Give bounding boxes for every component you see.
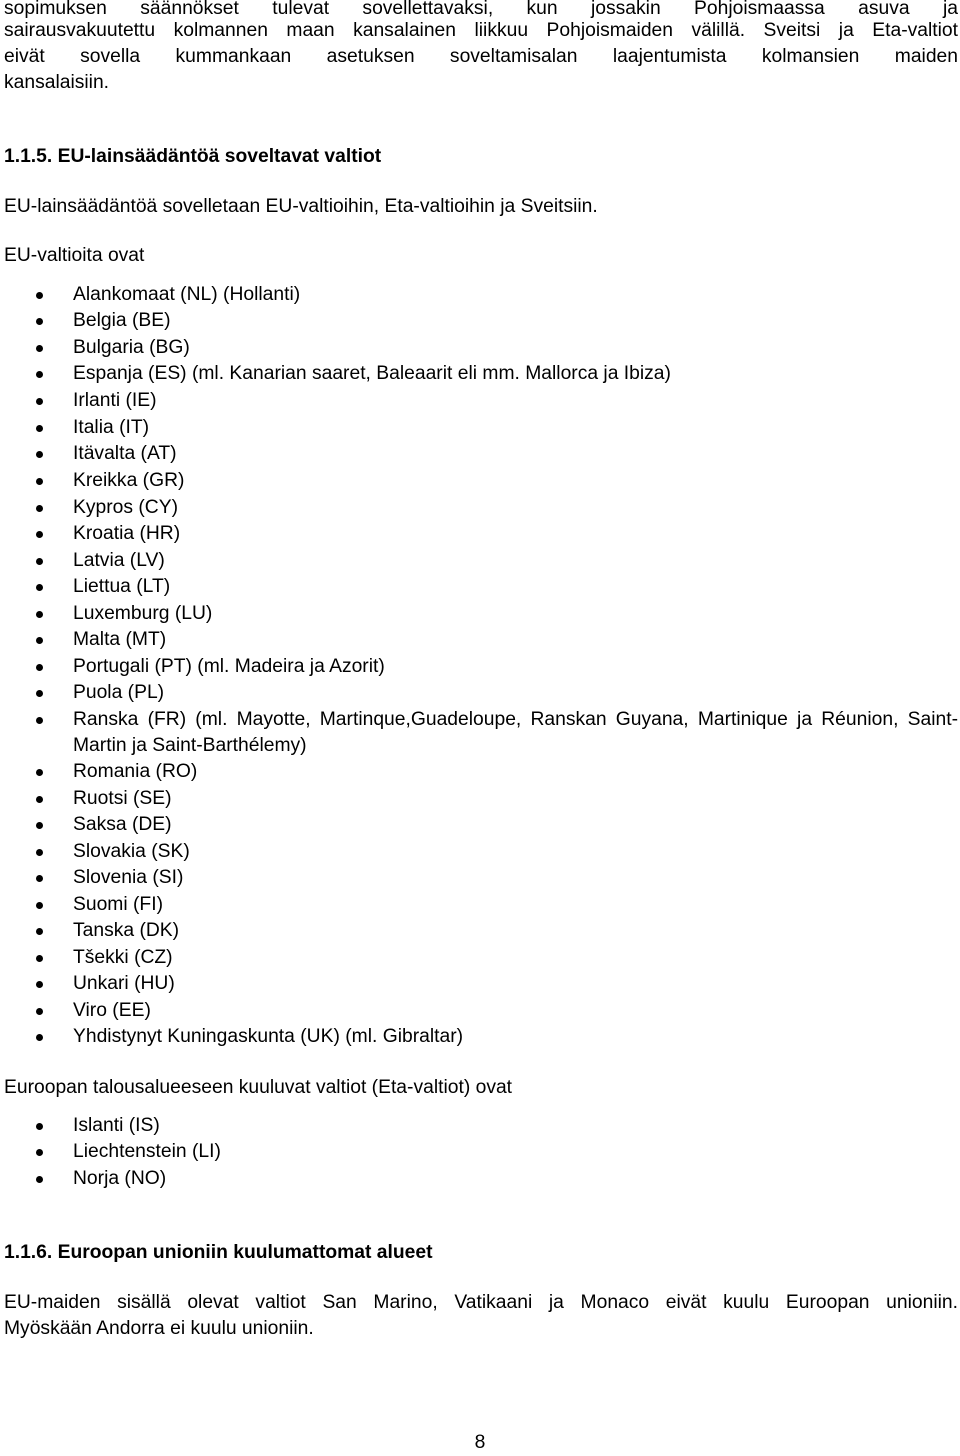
bullet-icon [36, 1176, 43, 1183]
bullet-icon [36, 769, 43, 776]
list-item [4, 865, 958, 891]
list-item-text: Yhdistynyt Kuningaskunta (UK) (ml. Gibraltar) [73, 1026, 464, 1047]
list-item-text: Romania (RO) [73, 761, 198, 782]
list-item [4, 601, 958, 627]
list-item-text: Suomi (FI) [73, 894, 163, 915]
list-item [4, 468, 958, 494]
eu-states-intro: EU-valtioita ovat [4, 245, 145, 266]
list-item [4, 1024, 958, 1050]
list-item-text: Italia (IT) [73, 417, 150, 438]
intro-line-4: kansalaisiin. [4, 72, 110, 93]
list-item-text: Slovakia (SK) [73, 841, 190, 862]
bullet-icon [36, 717, 43, 724]
bullet-icon [36, 928, 43, 935]
list-item-text: Norja (NO) [73, 1168, 167, 1189]
bullet-icon [36, 1149, 43, 1156]
bullet-icon [36, 611, 43, 618]
list-item [4, 1166, 958, 1192]
list-item-text: Luxemburg (LU) [73, 603, 213, 624]
intro-line-3: eivät sovella kummankaan asetuksen soveltamisalan laajentumista kolmansien maiden [4, 46, 958, 67]
list-item-text: Bulgaria (BG) [73, 337, 190, 358]
bullet-icon [36, 292, 43, 299]
list-item-text: Viro (EE) [73, 1000, 151, 1021]
list-item-text: Slovenia (SI) [73, 867, 184, 888]
list-item [4, 495, 958, 521]
section-115-paragraph: EU-lainsäädäntöä sovelletaan EU-valtioihin, Eta-valtioihin ja Sveitsiin. [4, 196, 598, 217]
list-item-text: Kreikka (GR) [73, 470, 185, 491]
bullet-icon [36, 690, 43, 697]
list-item [4, 759, 958, 785]
list-item [4, 839, 958, 865]
list-item [4, 680, 958, 706]
list-item-text: Islanti (IS) [73, 1115, 160, 1136]
bullet-icon [36, 451, 43, 458]
list-item [4, 548, 958, 574]
intro-line-2: sairausvakuutettu kolmannen maan kansalainen liikkuu Pohjoismaiden välillä. Sveitsi ja Eta-valtiot [4, 20, 958, 41]
list-item-text: Portugali (PT) (ml. Madeira ja Azorit) [73, 656, 385, 677]
list-item [4, 1139, 958, 1165]
bullet-icon [36, 1123, 43, 1130]
bullet-icon [36, 875, 43, 882]
bullet-icon [36, 796, 43, 803]
list-item [4, 786, 958, 812]
bullet-icon [36, 398, 43, 405]
list-item [4, 441, 958, 467]
intro-line-1: sopimuksen säännökset tulevat sovellettavaksi, kun jossakin Pohjoismaassa asuva ja [4, 0, 958, 19]
list-item [4, 998, 958, 1024]
bullet-icon [36, 345, 43, 352]
list-item-text: Ranska (FR) (ml. Mayotte, Martinque,Guadeloupe, Ranskan Guyana, Martinique ja Réunion, Saint-Martin ja Saint-Barthélemy) [73, 709, 958, 756]
bullet-icon [36, 558, 43, 565]
eta-states-intro: Euroopan talousalueeseen kuuluvat valtiot (Eta-valtiot) ovat [4, 1077, 513, 1098]
list-item [4, 945, 958, 971]
list-item [4, 574, 958, 600]
section-116-line-1: EU-maiden sisällä olevat valtiot San Marino, Vatikaani ja Monaco eivät kuulu Euroopan unioniin. [4, 1292, 958, 1313]
list-item-text: Puola (PL) [73, 682, 165, 703]
section-115-heading: 1.1.5. EU-lainsäädäntöä soveltavat valtiot [4, 146, 382, 167]
bullet-icon [36, 584, 43, 591]
list-item [4, 627, 958, 653]
list-item [4, 308, 958, 334]
bullet-icon [36, 955, 43, 962]
list-item-text: Liettua (LT) [73, 576, 171, 597]
list-item-text: Kypros (CY) [73, 497, 178, 518]
list-item-text: Alankomaat (NL) (Hollanti) [73, 284, 301, 305]
section-116-line-2: Myöskään Andorra ei kuulu unioniin. [4, 1318, 314, 1339]
list-item [4, 361, 958, 387]
page-number: 8 [474, 1432, 486, 1453]
list-item [4, 918, 958, 944]
list-item-text: Saksa (DE) [73, 814, 172, 835]
bullet-icon [36, 1008, 43, 1015]
list-item-text: Kroatia (HR) [73, 523, 181, 544]
list-item-text: Irlanti (IE) [73, 390, 157, 411]
list-item [4, 1113, 958, 1139]
list-item [4, 892, 958, 918]
list-item [4, 335, 958, 361]
list-item-text: Tanska (DK) [73, 920, 180, 941]
list-item [4, 521, 958, 547]
list-item [4, 971, 958, 997]
bullet-icon [36, 425, 43, 432]
bullet-icon [36, 531, 43, 538]
list-item [4, 654, 958, 680]
list-item-text: Unkari (HU) [73, 973, 175, 994]
list-item-text: Belgia (BE) [73, 310, 171, 331]
list-item-text: Itävalta (AT) [73, 443, 177, 464]
bullet-icon [36, 822, 43, 829]
bullet-icon [36, 478, 43, 485]
list-item [4, 707, 958, 759]
section-116-heading: 1.1.6. Euroopan unioniin kuulumattomat alueet [4, 1242, 433, 1263]
list-item [4, 415, 958, 441]
bullet-icon [36, 318, 43, 325]
list-item-text: Espanja (ES) (ml. Kanarian saaret, Baleaarit eli mm. Mallorca ja Ibiza) [73, 363, 671, 384]
bullet-icon [36, 371, 43, 378]
list-item-text: Malta (MT) [73, 629, 167, 650]
list-item [4, 812, 958, 838]
list-item-text: Liechtenstein (LI) [73, 1141, 221, 1162]
bullet-icon [36, 664, 43, 671]
bullet-icon [36, 902, 43, 909]
bullet-icon [36, 981, 43, 988]
bullet-icon [36, 849, 43, 856]
bullet-icon [36, 505, 43, 512]
list-item-text: Tšekki (CZ) [73, 947, 173, 968]
list-item [4, 282, 958, 308]
bullet-icon [36, 637, 43, 644]
list-item-text: Latvia (LV) [73, 550, 165, 571]
list-item-text: Ruotsi (SE) [73, 788, 172, 809]
list-item [4, 388, 958, 414]
bullet-icon [36, 1034, 43, 1041]
